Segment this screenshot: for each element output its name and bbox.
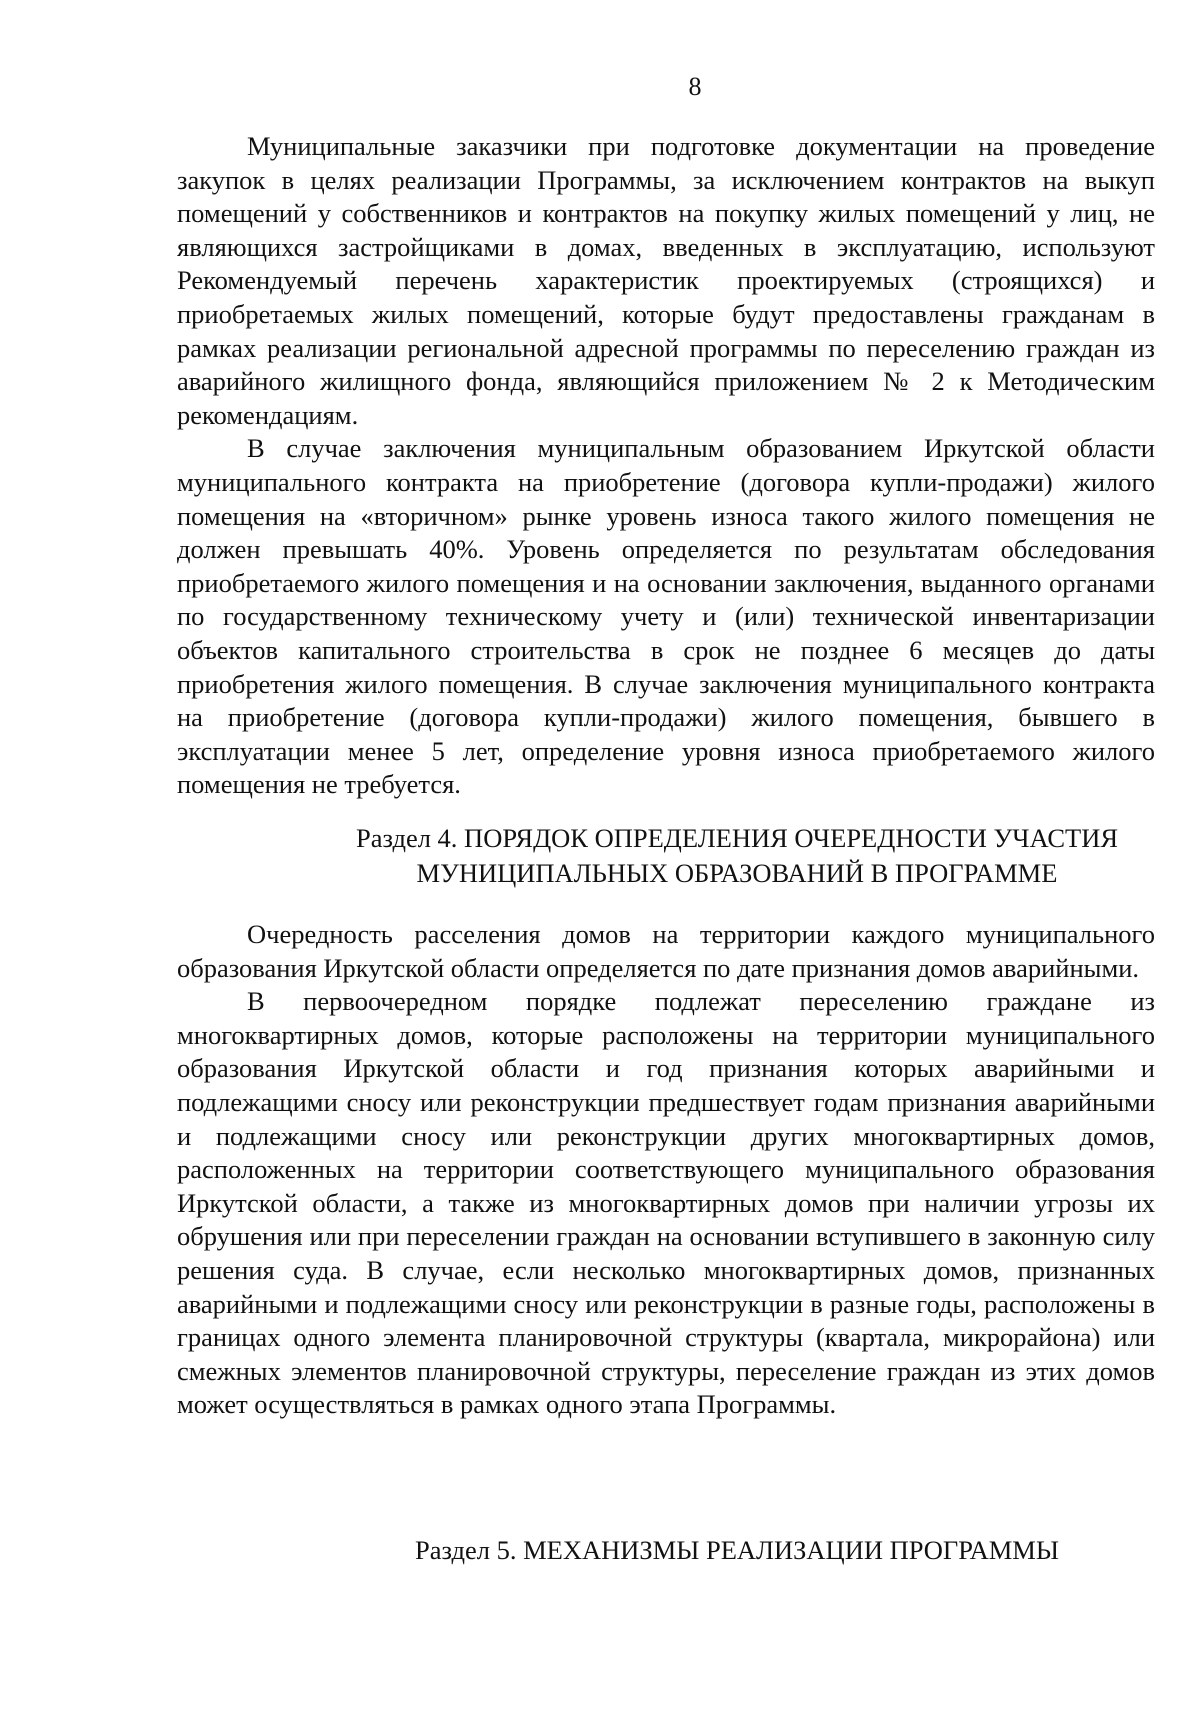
section-4-heading xyxy=(177,821,1200,891)
section-5-heading xyxy=(177,1533,1200,1568)
page-number: 8 xyxy=(688,72,702,101)
paragraph: Муниципальные заказчики при подготовке документации на проведение закупок в целях реализации Программы, за исключением контрактов на выкуп помещений у собственников и контрактов на покупку жилых помещений у лиц, не являющихся застройщиками в домах, введенных в эксплуатацию, используют Рекомендуемый перечень характеристик проектируемых (строящихся) и приобретаемых жилых помещений, которые будут предоставлены гражданам в рамках реализации региональной адресной программы по переселению граждан из аварийного жилищного фонда, являющийся приложением № 2 к Методическим рекомендациям. xyxy=(177,131,1155,430)
section-4-heading-line: Раздел 4. ПОРЯДОК ОПРЕДЕЛЕНИЯ ОЧЕРЕДНОСТИ УЧАСТИЯ xyxy=(355,823,1119,853)
section-4-heading-line: МУНИЦИПАЛЬНЫХ ОБРАЗОВАНИЙ В ПРОГРАММЕ xyxy=(416,858,1058,888)
paragraph: Очередность расселения домов на территории каждого муниципального образования Иркутской области определяется по дате признания домов аварийными. xyxy=(177,919,1155,983)
paragraph: В первоочередном порядке подлежат переселению граждане из многоквартирных домов, которые расположены на территории муниципального образования Иркутской области и год признания которых аварийными и подлежащими сносу или реконструкции предшествует годам признания аварийными и подлежащими сносу или реконструкции других многоквартирных домов, расположенных на территории соответствующего муниципального образования Иркутской области, а также из многоквартирных домов при наличии угрозы их обрушения или при переселении граждан на основании вступившего в законную силу решения суда. В случае, если несколько многоквартирных домов, признанных аварийными и подлежащими сносу или реконструкции в разные годы, расположены в границах одного элемента планировочной структуры (квартала, микрорайона) или смежных элементов планировочной структуры, переселение граждан из этих домов может осуществляться в рамках одного этапа Программы. xyxy=(177,986,1155,1420)
paragraph: В случае заключения муниципальным образованием Иркутской области муниципального контракта на приобретение (договора купли-продажи) жилого помещения на «вторичном» рынке уровень износа такого жилого помещения не должен превышать 40%. Уровень определяется по результатам обследования приобретаемого жилого помещения и на основании заключения, выданного органами по государственному техническому учету и (или) технической инвентаризации объектов капитального строительства в срок не позднее 6 месяцев до даты приобретения жилого помещения. В случае заключения муниципального контракта на приобретение (договора купли-продажи) жилого помещения, бывшего в эксплуатации менее 5 лет, определение уровня износа приобретаемого жилого помещения не требуется. xyxy=(177,433,1155,800)
section-3-text xyxy=(177,130,1155,802)
section-4-text xyxy=(177,918,1155,1422)
section-5-heading-line: Раздел 5. МЕХАНИЗМЫ РЕАЛИЗАЦИИ ПРОГРАММЫ xyxy=(415,1535,1059,1565)
